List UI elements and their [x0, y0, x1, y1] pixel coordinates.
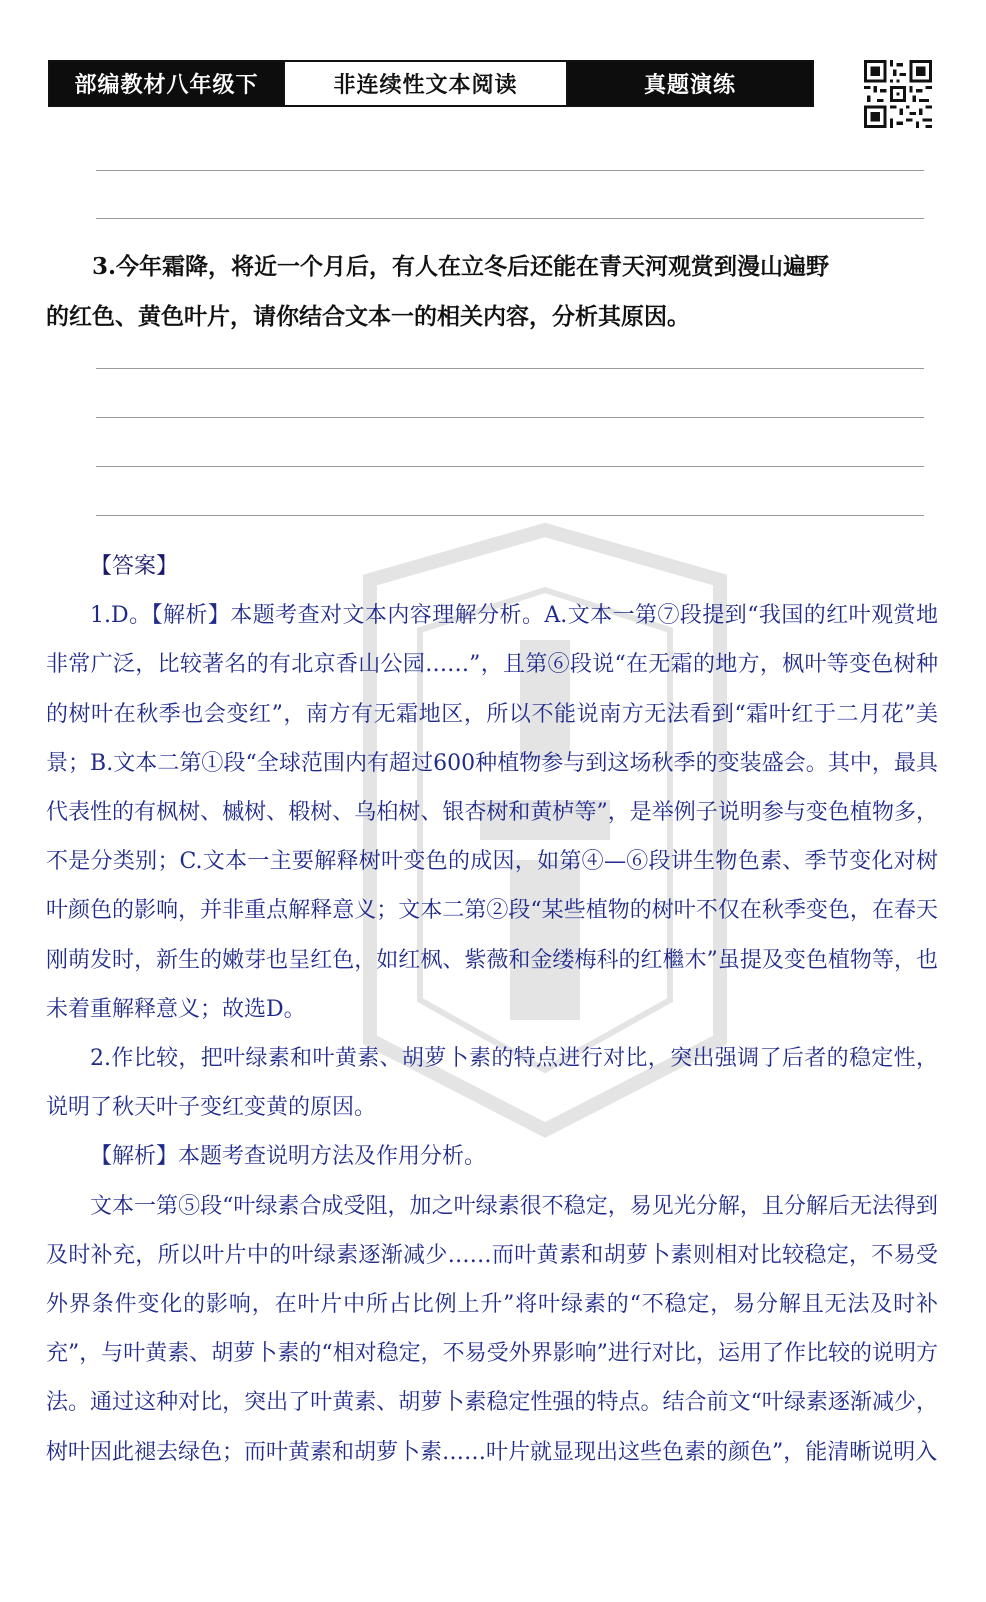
header-section: 真题演练 [568, 62, 812, 105]
answer-item-1: 1.D。【解析】本题考查对文本内容理解分析。A.文本一第⑦段提到“我国的红叶观赏地非常广泛，比较著名的有北京香山公园……”，且第⑥段说“在无霜的地方，枫叶等变色树种的树叶在秋季也会变红”，南方有无霜地区，所以不能说南方无法看到“霜叶红于二月花”美景；B.文本二第①段“全球范围内有超过600种植物参与到这场秋季的变装盛会。其中，最具代表性的有枫树、槭树、椴树、乌桕树、银杏树和黄栌等”，是举例子说明参与变色植物多，不是分类别；C.文本一主要解释树叶变色的成因，如第④—⑥段讲生物色素、季节变化对树叶颜色的影响，并非重点解释意义；文本二第②段“某些植物的树叶不仅在秋季变色，在春天刚萌发时，新生的嫩芽也呈红色，如红枫、紫薇和金缕梅科的红檵木”虽提及变色植物等，也未着重解释意义；故选D。 [46, 603, 938, 1022]
answer-item-2-analysis-title: 【解析】本题考查说明方法及作用分析。 [90, 1144, 487, 1170]
answer-line-1 [96, 170, 924, 171]
header-grade: 部编教材八年级下 [50, 62, 283, 105]
header-bar [48, 60, 814, 107]
header-topic: 非连续性文本阅读 [283, 62, 568, 105]
question-3 [46, 242, 934, 342]
answer-line-4 [96, 417, 924, 418]
qr-code-icon [864, 60, 932, 128]
answer-item-2: 2.作比较，把叶绿素和叶黄素、胡萝卜素的特点进行对比，突出强调了后者的稳定性，说明了秋天叶子变红变黄的原因。 [46, 1046, 938, 1121]
answer-line-5 [96, 466, 924, 467]
answer-line-6 [96, 515, 924, 516]
question-3-line-1: 3.今年霜降，将近一个月后，有人在立冬后还能在青天河观赏到漫山遍野 [92, 253, 830, 280]
answer-line-2 [96, 218, 924, 219]
answer-section [46, 542, 938, 1477]
answer-line-3 [96, 368, 924, 369]
question-3-line-2: 的红色、黄色叶片，请你结合文本一的相关内容，分析其原因。 [46, 303, 690, 330]
answer-item-2-analysis: 文本一第⑤段“叶绿素合成受阻，加之叶绿素很不稳定，易见光分解，且分解后无法得到及时补充，所以叶片中的叶绿素逐渐减少……而叶黄素和胡萝卜素则相对比较稳定，不易受外界条件变化的影响，在叶片中所占比例上升”将叶绿素的“不稳定，易分解且无法及时补充”，与叶黄素、胡萝卜素的“相对稳定，不易受外界影响”进行对比，运用了作比较的说明方法。通过这种对比，突出了叶黄素、胡萝卜素稳定性强的特点。结合前文“叶绿素逐渐减少，树叶因此褪去绿色；而叶黄素和胡萝卜素……叶片就显现出这些色素的颜色”，能清晰说明入 [46, 1193, 938, 1465]
answer-title: 【答案】 [90, 554, 179, 579]
